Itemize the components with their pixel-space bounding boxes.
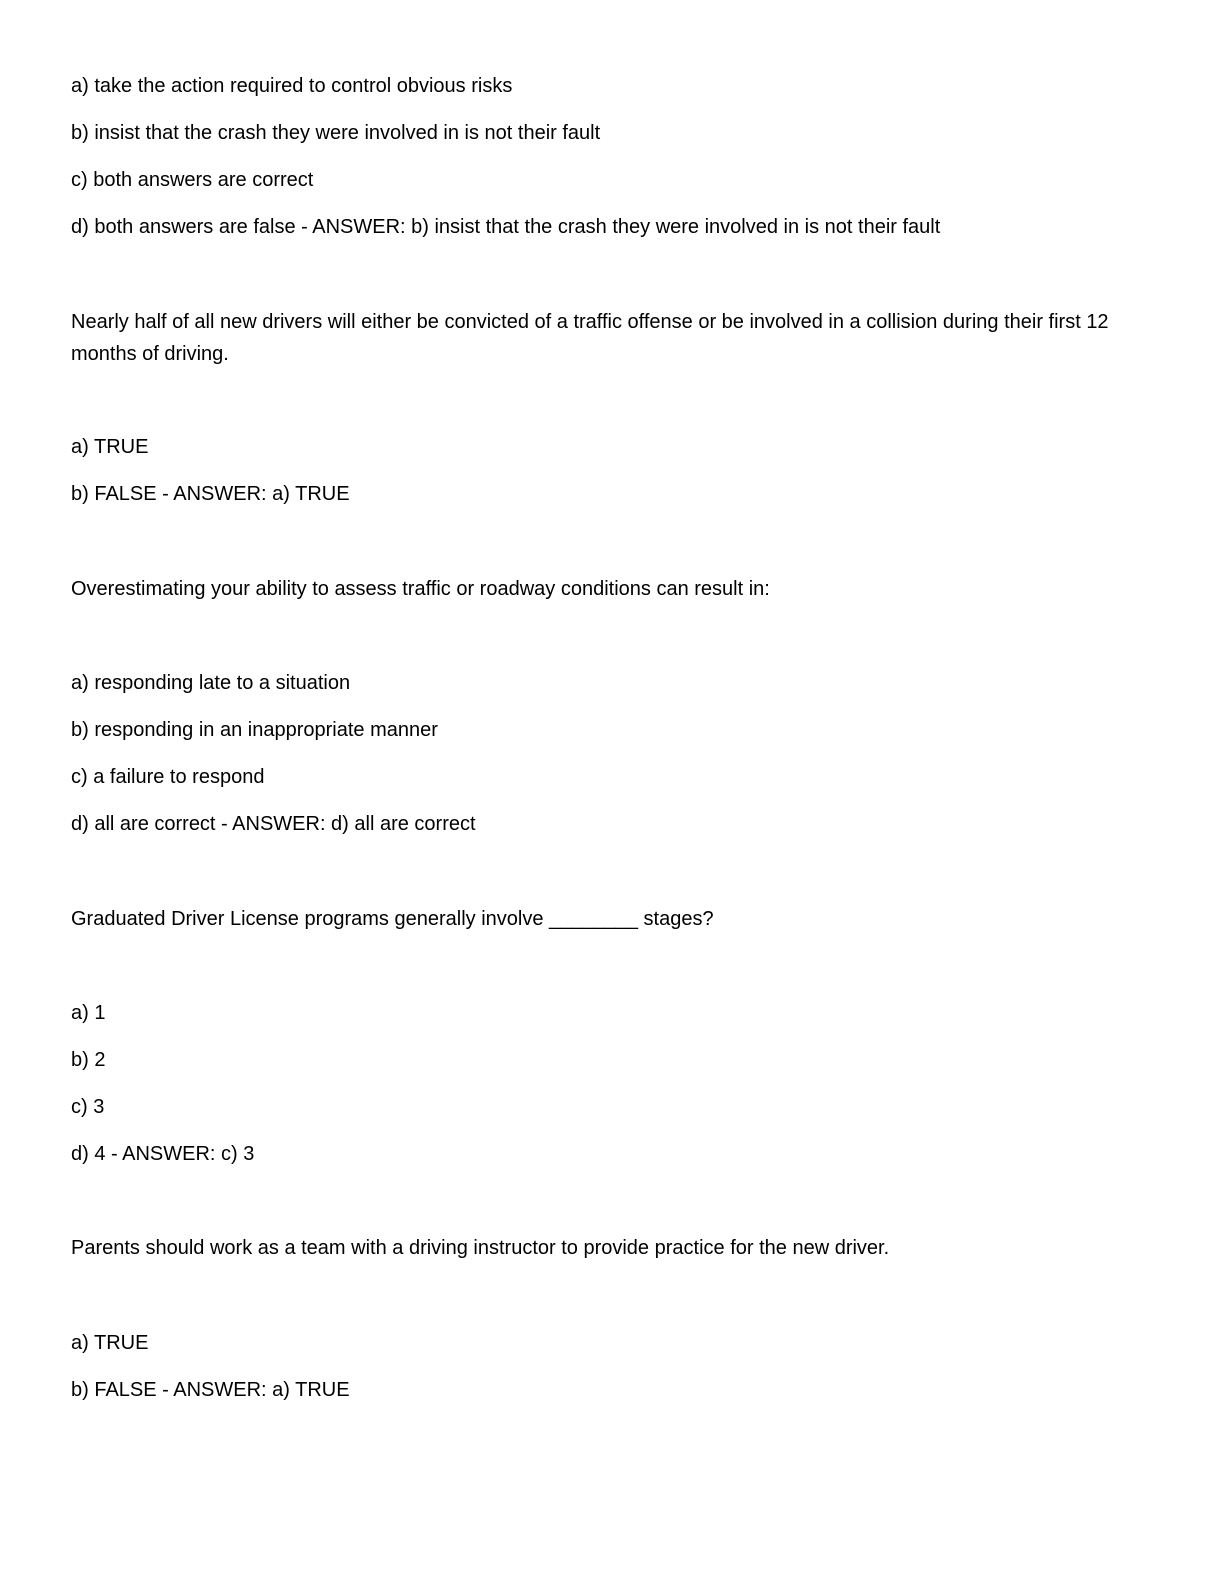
q3-option-c: c) a failure to respond bbox=[71, 766, 265, 788]
q5-option-b-answer: b) FALSE - ANSWER: a) TRUE bbox=[71, 1379, 350, 1401]
q5-question: Parents should work as a team with a driving instructor to provide practice for the new driver. bbox=[71, 1237, 890, 1259]
q1-option-a: a) take the action required to control obvious risks bbox=[71, 75, 513, 97]
q5-option-a: a) TRUE bbox=[71, 1332, 149, 1354]
q2-question: Nearly half of all new drivers will either be convicted of a traffic offense or be involved in a collision during their first 12 months of driving. bbox=[71, 311, 1109, 365]
q4-option-a: a) 1 bbox=[71, 1002, 106, 1024]
q3-option-a: a) responding late to a situation bbox=[71, 672, 351, 694]
q4-option-d-answer: d) 4 - ANSWER: c) 3 bbox=[71, 1143, 255, 1165]
q1-option-b: b) insist that the crash they were involved in is not their fault bbox=[71, 122, 601, 144]
q4-question: Graduated Driver License programs generally involve ________ stages? bbox=[71, 908, 714, 930]
q4-option-c: c) 3 bbox=[71, 1096, 105, 1118]
q2-option-b-answer: b) FALSE - ANSWER: a) TRUE bbox=[71, 483, 350, 505]
q3-question: Overestimating your ability to assess traffic or roadway conditions can result in: bbox=[71, 578, 770, 600]
q1-option-d-answer: d) both answers are false - ANSWER: b) insist that the crash they were involved in is not their fault bbox=[71, 216, 941, 238]
q3-option-b: b) responding in an inappropriate manner bbox=[71, 719, 438, 741]
q3-option-d-answer: d) all are correct - ANSWER: d) all are correct bbox=[71, 813, 476, 835]
q2-option-a: a) TRUE bbox=[71, 436, 149, 458]
q4-option-b: b) 2 bbox=[71, 1049, 106, 1071]
q1-option-c: c) both answers are correct bbox=[71, 169, 314, 191]
